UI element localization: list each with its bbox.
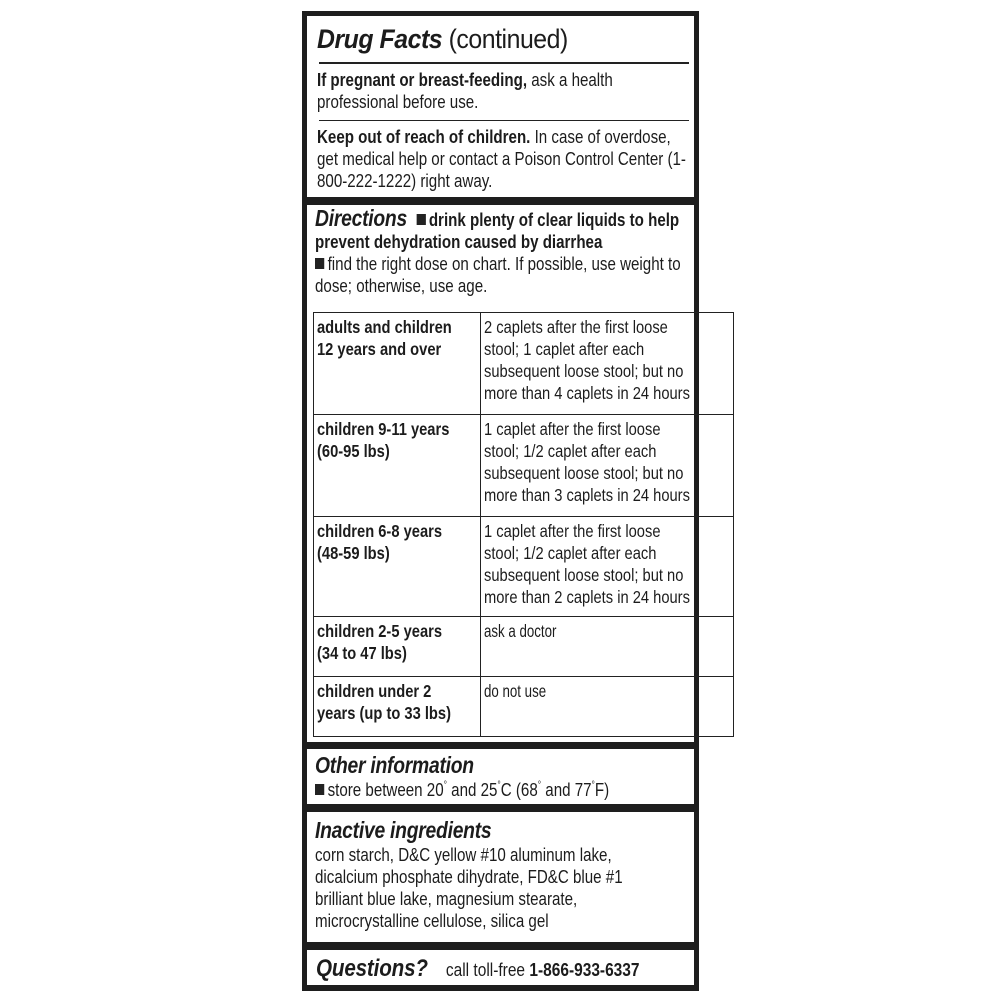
bullet-square-icon bbox=[315, 784, 324, 795]
directions-section bbox=[307, 205, 694, 742]
age-cell: adults and children 12 years and over bbox=[314, 313, 481, 415]
inactive-ingredients-section bbox=[307, 812, 694, 942]
dose-cell: ask a doctor bbox=[481, 617, 733, 677]
warnings-section bbox=[307, 16, 694, 197]
directions-bullet-2: find the right dose on chart. If possible, use weight to dose; otherwise, use age. bbox=[315, 254, 681, 296]
age-cell: children under 2 years (up to 33 lbs) bbox=[314, 677, 481, 737]
age-cell: children 9-11 years (60-95 lbs) bbox=[314, 415, 481, 517]
questions-heading: Questions? bbox=[316, 955, 428, 982]
directions-bullet-1: drink plenty of clear liquids to help prevent dehydration caused by diarrhea bbox=[315, 210, 680, 252]
dose-cell: 1 caplet after the first loose stool; 1/2 caplet after each subsequent loose stool; but no more than 3 caplets in 24 hours bbox=[481, 415, 733, 517]
age-cell: children 2-5 years (34 to 47 lbs) bbox=[314, 617, 481, 677]
pregnancy-warning-text: ask a health professional before use. bbox=[317, 69, 613, 112]
children-warning-bold: Keep out of reach of children. bbox=[317, 127, 531, 147]
inactive-ingredients-heading: Inactive ingredients bbox=[315, 817, 492, 843]
bullet-square-icon bbox=[416, 214, 425, 225]
ingredient-line: dicalcium phosphate dihydrate, FD&C blue #1 bbox=[315, 867, 623, 887]
other-information-section bbox=[307, 749, 694, 804]
directions-heading: Directions bbox=[315, 205, 407, 231]
directions-intro bbox=[315, 207, 693, 297]
table-row bbox=[314, 415, 734, 517]
divider-line bbox=[319, 120, 689, 122]
other-information-heading: Other information bbox=[315, 752, 474, 778]
ingredient-line: brilliant blue lake, magnesium stearate, bbox=[315, 889, 578, 909]
toll-free-phone-number: 1-866-933-6337 bbox=[529, 960, 640, 980]
table-row bbox=[314, 313, 734, 415]
title-bold: Drug Facts bbox=[317, 24, 443, 54]
ingredient-line: microcrystalline cellulose, silica gel bbox=[315, 911, 549, 931]
bullet-square-icon bbox=[315, 258, 324, 269]
drug-facts-panel bbox=[302, 11, 699, 991]
divider-line bbox=[319, 62, 689, 64]
children-warning-text: In case of overdose, get medical help or contact a Poison Control Center (1-800-222-1222) right away. bbox=[317, 127, 686, 191]
panel-title bbox=[317, 22, 655, 56]
table-row bbox=[314, 617, 734, 677]
dosage-table bbox=[313, 312, 734, 737]
questions-section bbox=[307, 950, 694, 985]
table-row bbox=[314, 517, 734, 617]
dose-cell: 2 caplets after the first loose stool; 1 caplet after each subsequent loose stool; but no more than 4 caplets in 24 hours bbox=[481, 313, 733, 415]
pregnancy-warning bbox=[317, 69, 687, 113]
dose-cell: do not use bbox=[481, 677, 733, 737]
age-cell: children 6-8 years (48-59 lbs) bbox=[314, 517, 481, 617]
ingredient-line: corn starch, D&C yellow #10 aluminum lake, bbox=[315, 845, 612, 865]
title-continued: (continued) bbox=[448, 24, 568, 54]
storage-instruction: store between 20° and 25°C (68° and 77°F) bbox=[315, 779, 625, 801]
children-warning bbox=[317, 126, 687, 192]
toll-free-text: call toll-free bbox=[445, 960, 526, 980]
pregnancy-warning-bold: If pregnant or breast-feeding, bbox=[317, 69, 528, 90]
table-row bbox=[314, 677, 734, 737]
dose-cell: 1 caplet after the first loose stool; 1/2 caplet after each subsequent loose stool; but no more than 2 caplets in 24 hours bbox=[481, 517, 733, 617]
